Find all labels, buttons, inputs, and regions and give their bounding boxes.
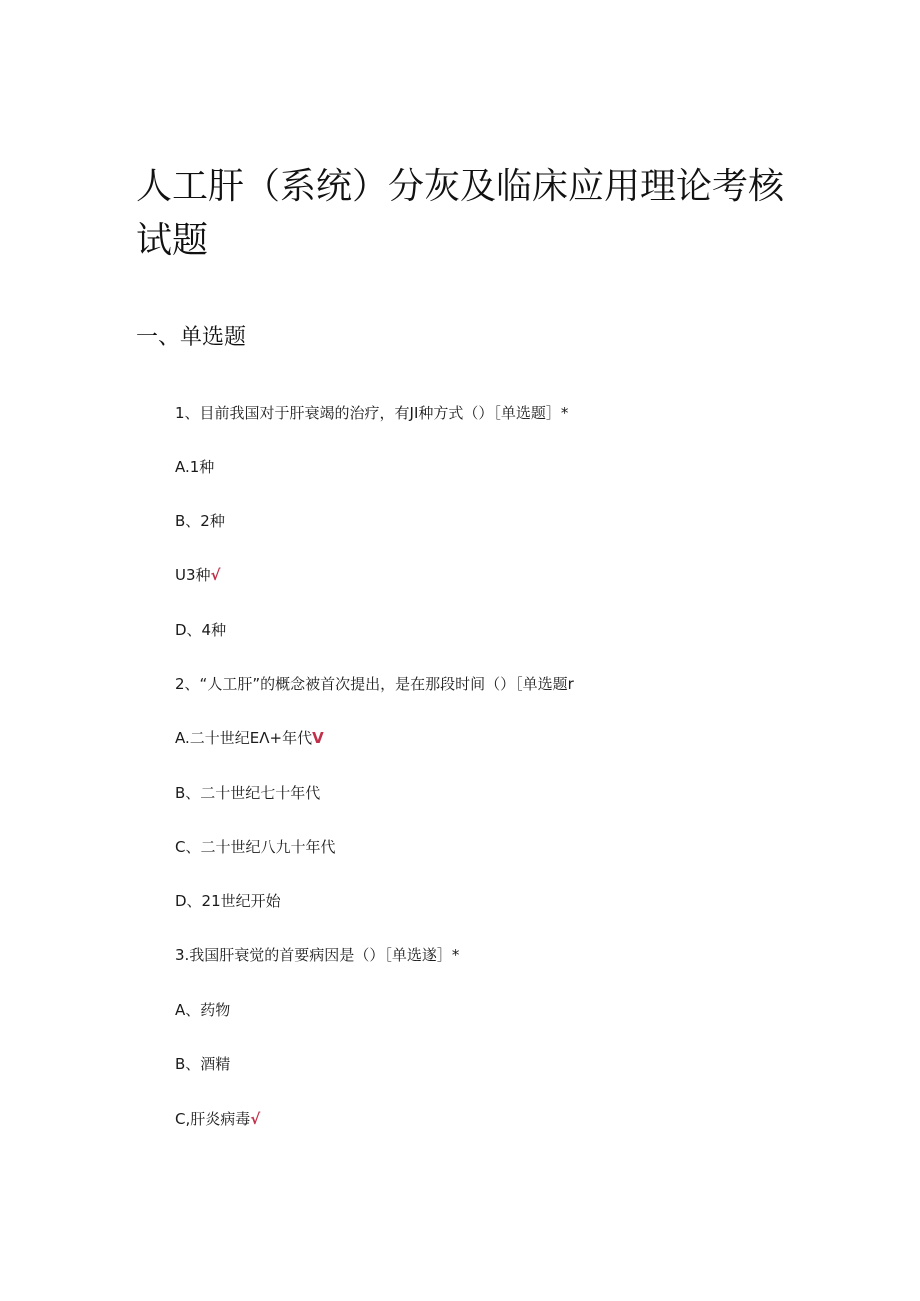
question-3-option-b (175, 1053, 230, 1075)
question-3-option-a (175, 999, 230, 1021)
question-2-option-b (175, 782, 320, 804)
option-text: A.二十世纪EΛ+年代 (175, 729, 313, 747)
option-text: D、21世纪开始 (175, 892, 281, 910)
question-3-prompt: 3.我国肝衰觉的首要病因是（）［单选遂］* (175, 946, 460, 964)
question-2-option-d (175, 890, 281, 912)
question-1-option-b (175, 510, 225, 532)
question-1-option-d (175, 619, 226, 641)
check-mark: √ (210, 566, 221, 584)
option-text: C,肝炎病毒 (175, 1110, 251, 1128)
option-text: A.1种 (175, 458, 215, 476)
question-1-option-c (175, 564, 221, 586)
question-1-option-a (175, 456, 214, 478)
check-mark: V (312, 729, 324, 747)
page-title: 人工肝（系统）分灰及临床应用理论考核试题 (136, 166, 785, 261)
check-mark: √ (250, 1110, 261, 1128)
option-text: B、酒精 (175, 1055, 231, 1073)
question-3-option-c (175, 1108, 260, 1130)
option-text: A、药物 (175, 1001, 231, 1019)
option-text: U3种 (175, 566, 211, 584)
option-text: D、4种 (175, 621, 227, 639)
option-text: B、2种 (175, 512, 225, 530)
option-text: C、二十世纪八九十年代 (175, 838, 336, 856)
option-text: B、二十世纪七十年代 (175, 784, 321, 802)
question-2-option-c (175, 836, 335, 858)
question-2-prompt: 2、“人工肝”的概念被首次提出，是在那段时间（）［单选题r (175, 675, 574, 693)
question-1-prompt: 1、目前我国对于肝衰竭的治疗，有JI种方式（）［单选题］* (175, 404, 569, 422)
question-2-option-a (175, 727, 324, 749)
section-heading: 一、单选题 (136, 325, 247, 350)
